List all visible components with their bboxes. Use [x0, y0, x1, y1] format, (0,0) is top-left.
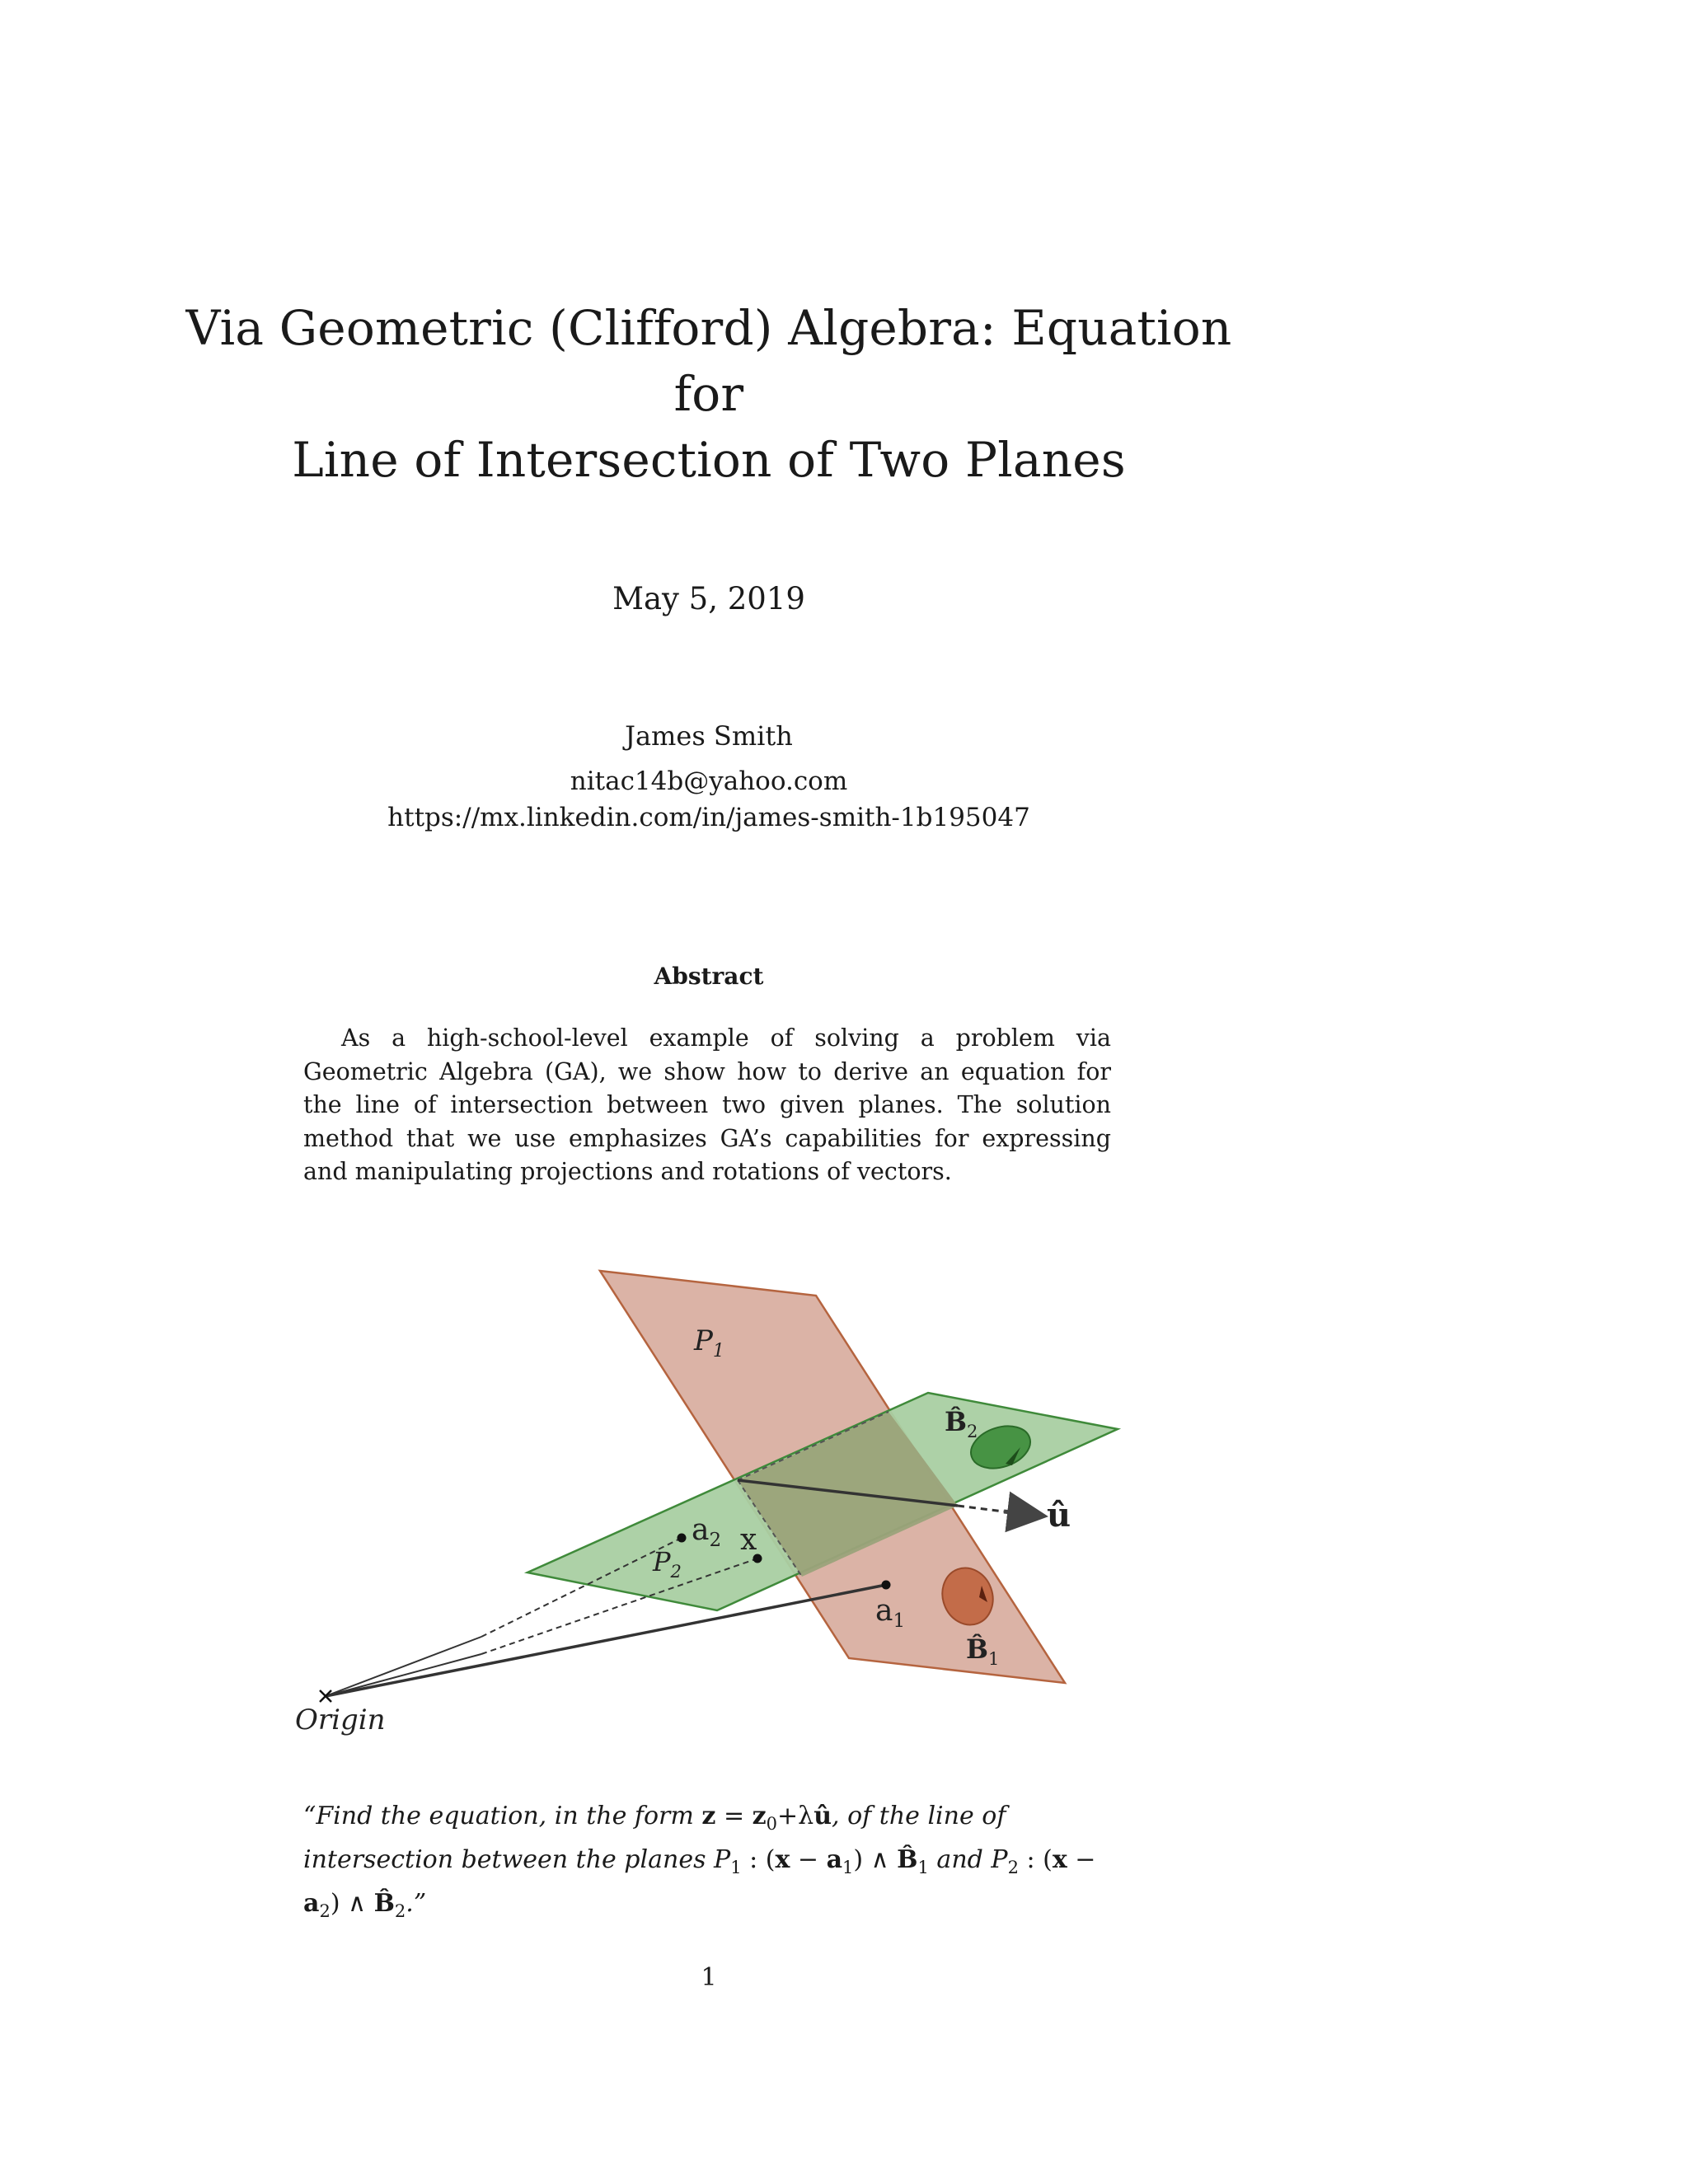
- quote-p2: P: [991, 1845, 1008, 1874]
- vector-to-a1: [326, 1585, 886, 1696]
- label-a2: $a_2$: [692, 1513, 722, 1551]
- quote-a2-sub: 2: [319, 1901, 331, 1921]
- author-linkedin: https://mx.linkedin.com/in/james-smith-1b195047: [387, 803, 1030, 832]
- quote-p1: P: [714, 1845, 731, 1874]
- quote-paren-close2: ) ∧: [330, 1889, 374, 1918]
- label-u-hat: û: [1047, 1496, 1071, 1535]
- quote-minus1: −: [790, 1845, 827, 1874]
- quote-eq: =: [715, 1802, 753, 1830]
- point-a2-dot: [678, 1534, 687, 1543]
- vector-to-x: [326, 1654, 481, 1696]
- author-name: James Smith: [625, 720, 793, 752]
- quote-a1-sub: 1: [842, 1858, 854, 1877]
- quote-colon2: :: [1018, 1845, 1043, 1874]
- direction-u-dashed: [958, 1506, 1004, 1511]
- quote-p1-sub: 1: [730, 1858, 742, 1877]
- author-email: nitac14b@yahoo.com: [570, 766, 848, 796]
- quote-a2: a: [303, 1889, 320, 1918]
- quote-x2: x: [1052, 1845, 1067, 1874]
- label-b2: $B̂_2$: [945, 1406, 978, 1441]
- paper-title: [165, 295, 1253, 493]
- quote-a1: a: [826, 1845, 843, 1874]
- quote-paren-open1: (: [765, 1845, 776, 1874]
- label-p1: $P_1$: [694, 1324, 724, 1361]
- quote-open: “Find the equation, in the form: [303, 1802, 702, 1830]
- quote-b2: B̂: [373, 1889, 395, 1918]
- quote-z0-sub: 0: [766, 1814, 778, 1834]
- label-a1: $a_1$: [875, 1594, 906, 1632]
- problem-statement-quote: [303, 1798, 1111, 1929]
- abstract-heading: Abstract: [654, 963, 764, 990]
- label-b1: $B̂_1$: [966, 1633, 1000, 1669]
- quote-colon1: :: [741, 1845, 766, 1874]
- quote-middle: , of the line of intersection between the planes: [303, 1802, 1006, 1874]
- label-origin: Origin: [295, 1704, 386, 1736]
- title-line-2: Line of Intersection of Two Planes: [292, 432, 1126, 488]
- label-x: x: [740, 1523, 757, 1557]
- quote-u-hat: û: [814, 1802, 832, 1830]
- quote-x1: x: [775, 1845, 790, 1874]
- title-line-1: Via Geometric (Clifford) Algebra: Equation for: [185, 300, 1232, 422]
- point-a1-dot: [882, 1581, 891, 1590]
- label-p2: $P_2$: [653, 1546, 682, 1582]
- quote-z0: z: [752, 1802, 767, 1830]
- quote-paren-open2: (: [1043, 1845, 1053, 1874]
- quote-b1-sub: 1: [917, 1858, 929, 1877]
- paper-date: May 5, 2019: [612, 581, 805, 616]
- abstract-body: As a high-school-level example of solving a problem via Geometric Algebra (GA), we show how to derive an equation for the line of intersection between two given planes. The solution method that we use emphasizes GA’s capabilities for expressing and manipulating projections and rotations of vectors.: [303, 1024, 1111, 1185]
- quote-b1: B̂: [897, 1845, 918, 1874]
- quote-close: .”: [406, 1889, 427, 1918]
- quote-b2-sub: 2: [394, 1901, 406, 1921]
- quote-p2-sub: 2: [1007, 1858, 1019, 1877]
- quote-plus-lambda: +λ: [777, 1802, 814, 1830]
- vector-to-a2: [326, 1637, 481, 1696]
- quote-z: z: [701, 1802, 716, 1830]
- quote-paren-close1: ) ∧: [853, 1845, 898, 1874]
- quote-and: and: [928, 1845, 992, 1874]
- page-number: 1: [701, 1963, 717, 1992]
- planes-intersection-figure: [280, 1253, 1137, 1747]
- quote-minus2: −: [1067, 1845, 1096, 1874]
- direction-u-arrow: [1004, 1511, 1040, 1516]
